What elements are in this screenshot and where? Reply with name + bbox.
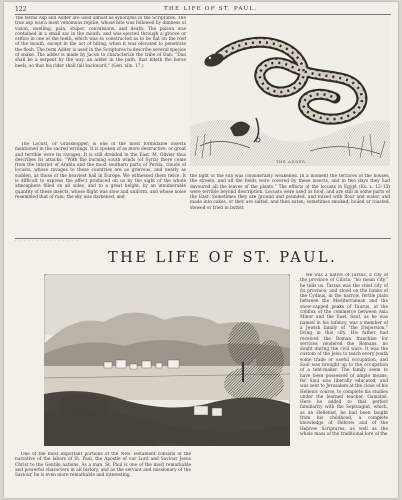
main-title: THE LIFE OF ST. PAUL. — [108, 250, 338, 266]
adder-engraving — [190, 16, 390, 166]
paragraph-locust: The Locust, or Grasshopper, is one of the most formidable insects mentioned in the sacred writings. It is spoken of as more destructive, or great and terrible were its ravages. It is still dreaded in the East. M. Olivier thus describes its attacks: “With the burning south winds (of Syria) there come from the interior of Arabia and the most southern parts of Persia, clouds of locusts, whose ravages to these countries are as grievous, and nearly as sudden, as those of the heaviest hail in Europe. We witnessed them twice. It is difficult to express the effect produced on us by the sight of the whole atmosphere filled on all sides, and to a great height, by an innumerable quantity of these insects, whose flight was slow and uniform, and whose noise resembled that of rain; the sky was darkened, and — [15, 142, 186, 200]
header-rule — [15, 14, 391, 15]
paragraph-asp-adder: The terms Asp and Adder are used almost as synonyms in the Scriptures. The true asp was a most venomous reptile, whose bite was followed by dimness of vision, swelling, pain, stupor, convulsions, and death. The poison was contained in a small sac in the mouth, and was ejected through a groove or orifice in one of the teeth, which was so constructed as to be flat on the roof of the mouth, except in the act of biting, when it was elevated to penetrate the flesh. The term Adder is used in the Scriptures to describe several species of snake. The adder is made by Jacob to characterize the tribe of Dan: “Dan shall be a serpent by the way, an adder in the path, that biteth the horse heels, so that his rider shall fall backward.” (Gen. xlix. 17.) — [15, 16, 186, 69]
paragraph-intro: One of the most important portions of the New Testament consists of the narrative of the labors of St. Paul, the Apostle of our Lord and Saviour Jesus Christ to the Gentile nations. As a man, St. Paul is one of the most remarkable and powerful characters in all history, and as the servant and missionary of the Saviour, he is even more remarkable and interesting. — [15, 452, 191, 479]
running-title: THE LIFE OF ST. PAUL. — [164, 6, 258, 12]
book-page — [4, 2, 398, 498]
page-number: 122 — [15, 6, 27, 13]
paragraph-tarsus-right: He was a native of Tarsus, a city of the province of Cilicia, “no mean city,” he tells us. Tarsus was the chief city of its province, and stood on the banks of the Cydnus, in the narrow, fertile plain between the Mediterranean and the snow-capped peaks of Taurus, at the conflux of the commerce between Asia Minor and the East. Saul, as he was named in his infancy, was a member of a Jewish family of “the Dispersion,” living in this city. His father had received the Roman franchise for services rendered the Romans, no doubt during the civil wars. It was the custom of the Jews to teach every youth some trade or useful occupation, and Saul was brought up to the occupation of a tent-maker. The family seem to have been possessed of ample means, for Saul was liberally educated, and was sent to Jerusalem at the close of his Hellenic course, to complete his studies under the learned teacher, Gamaliel. Here he added to that perfect familiarity with the Septuagint, which, as an Hellenist, he had been taught from his childhood, a complete knowledge of Hebrew and of the Hebrew Scriptures, as well as the whole mass of the traditional lore of the — [300, 273, 388, 437]
tarsus-engraving — [44, 274, 290, 446]
paragraph-locust-continued: the light of the sun was considerably weakened. In a moment the terraces of the houses, the streets, and all the fields were covered by these insects, and in two days they had devoured all the leaves of the plants.” The effects of the locusts in Egypt (Ex. x. 12–15) were terrible beyond description. Locusts were used as food, and are still in some parts of the East. Sometimes they are ground and pounded, and mixed with flour and water, and made into cakes, or they are salted, and then eaten; sometimes smoked, boiled or roasted, stewed or fried in butter. — [190, 174, 390, 211]
dashes-left: - - - - - - - - - - - - - - - — [15, 239, 79, 243]
caption-adder: THE ADDER. — [276, 160, 308, 164]
caption-tarsus: TARSUS. — [158, 443, 180, 447]
